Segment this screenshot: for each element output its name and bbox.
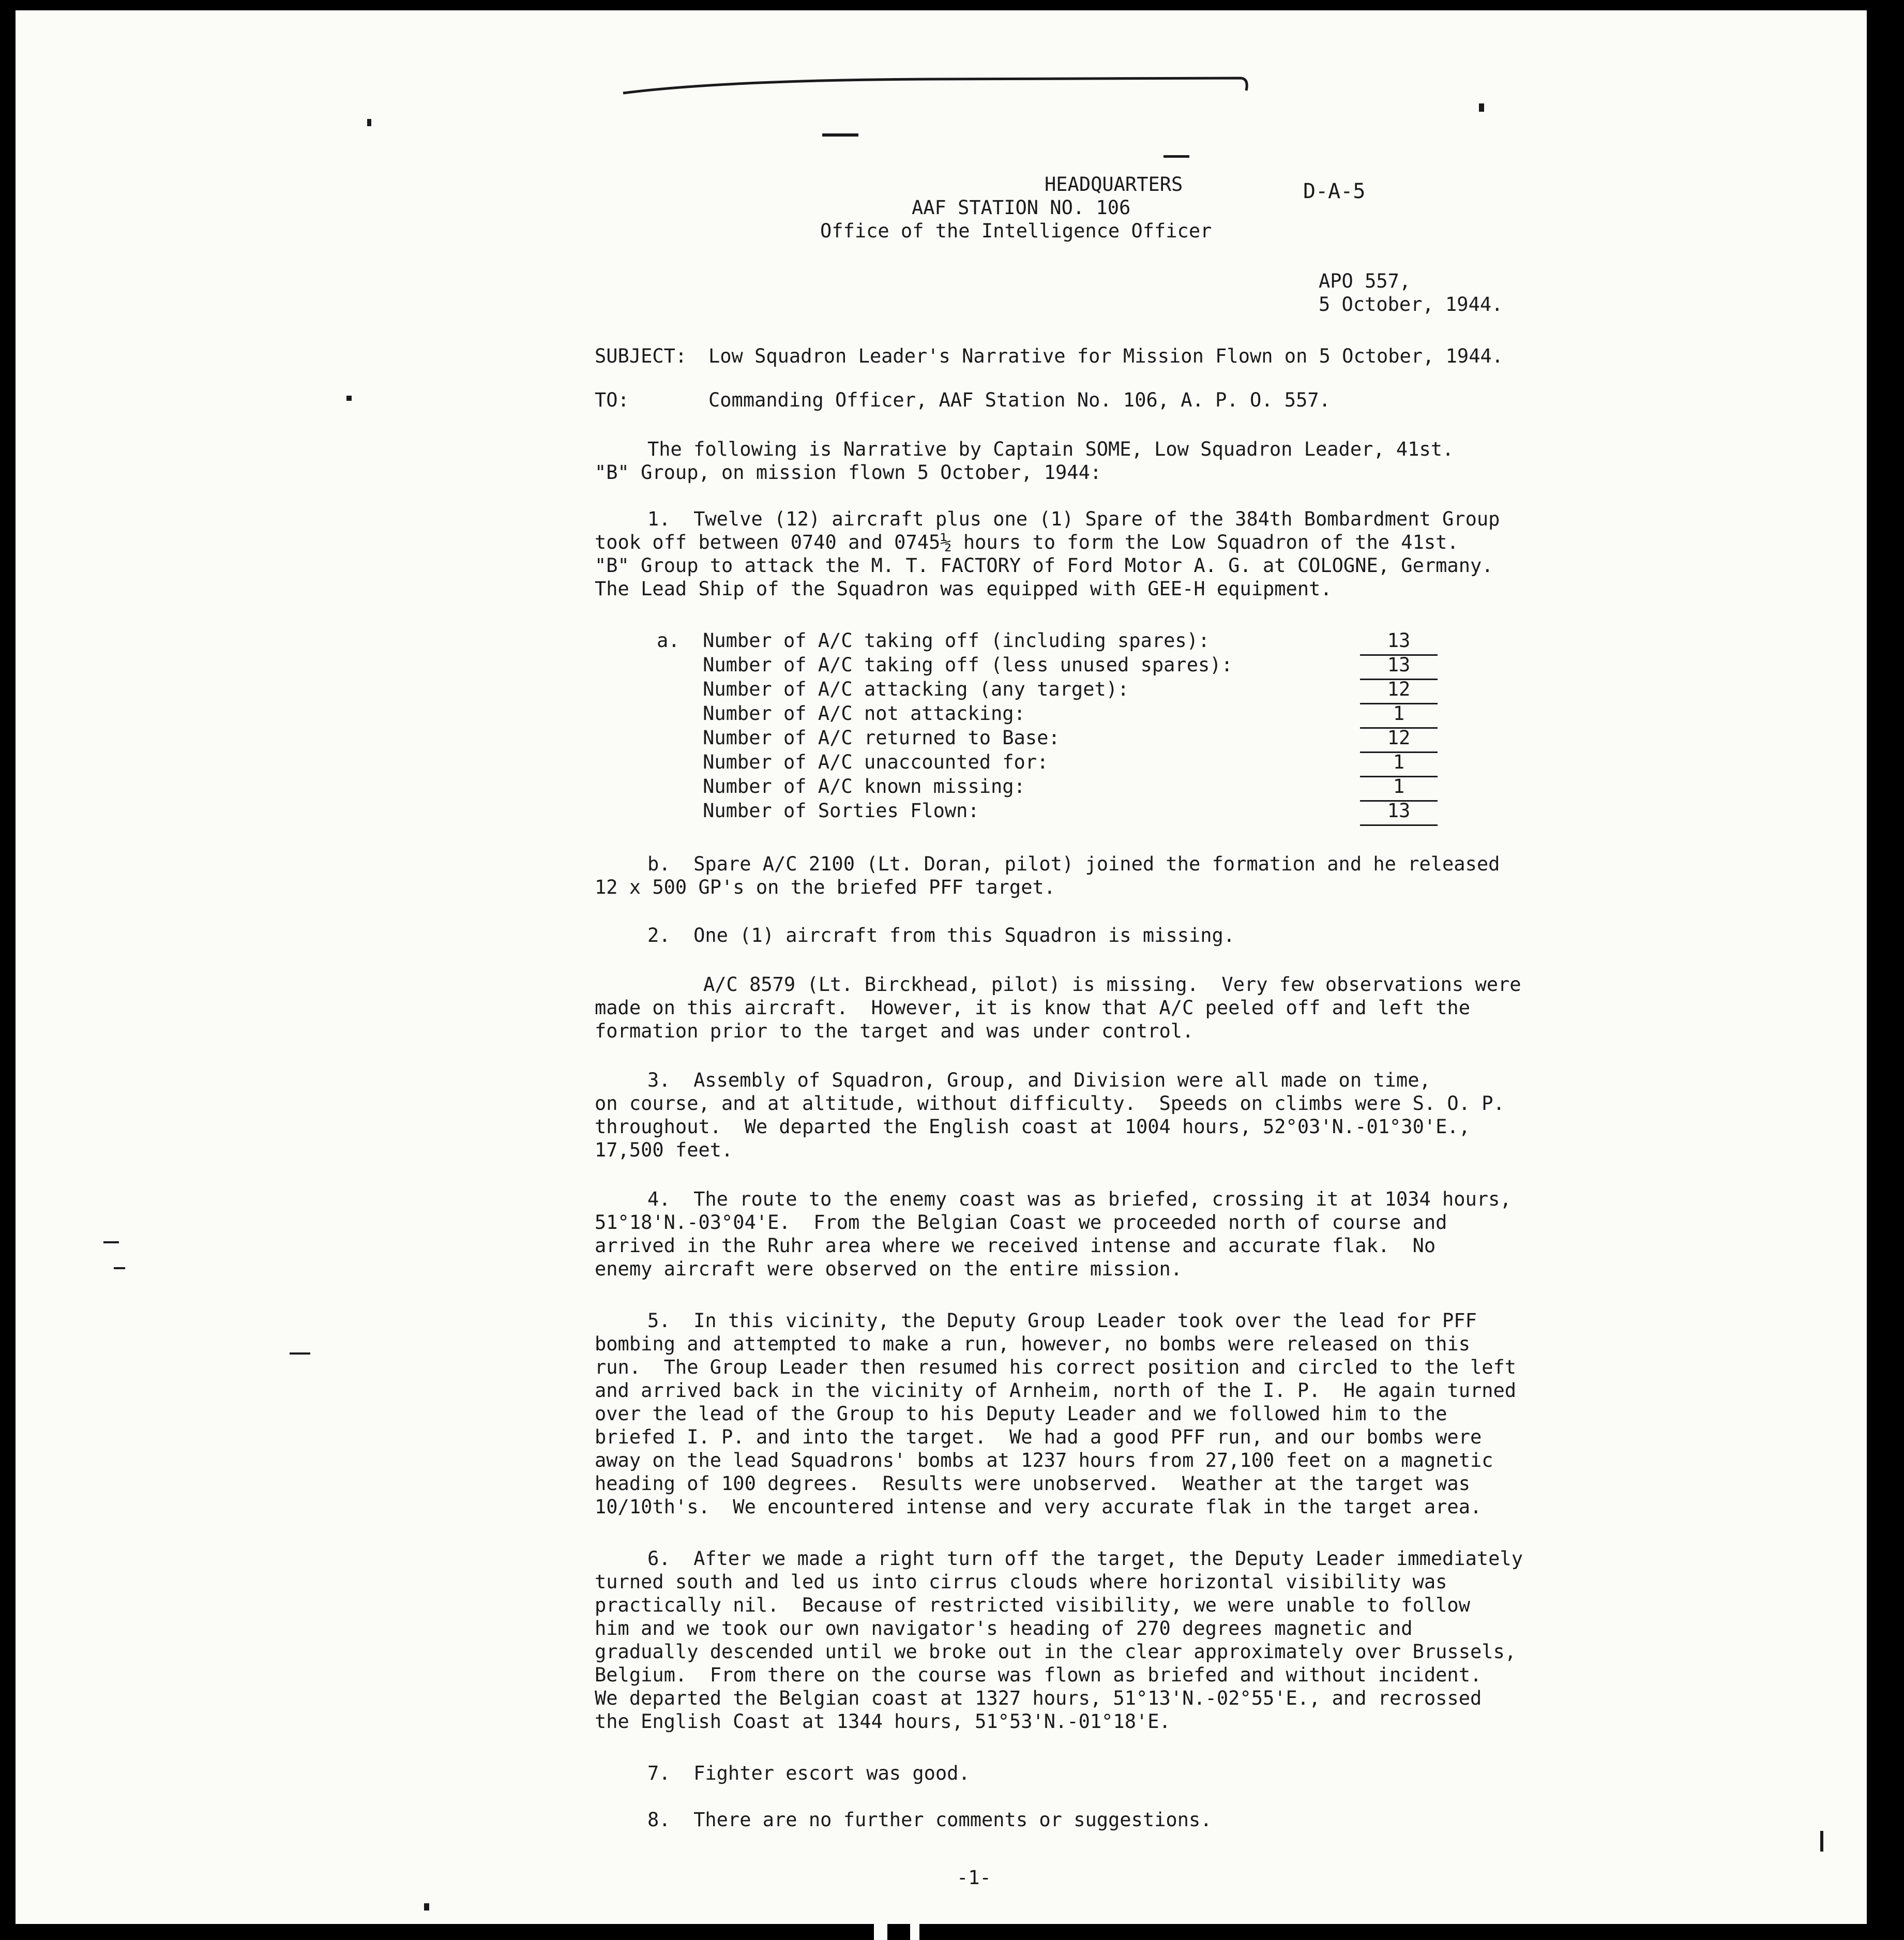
subject-text: Low Squadron Leader's Narrative for Mission Flown on 5 October, 1944. <box>708 345 1504 367</box>
subject-label: SUBJECT: <box>595 345 687 367</box>
para6-line: gradually descended until we broke out in the clear approximately over Brussels, <box>595 1641 1517 1663</box>
para6-line: him and we took our own navigator's heading of 270 degrees magnetic and <box>595 1617 1413 1640</box>
para5-line: briefed I. P. and into the target. We had a good PFF run, and our bombs were <box>595 1426 1482 1448</box>
speck-mark <box>367 119 371 126</box>
para6-line: 6. After we made a right turn off the target, the Deputy Leader immediately <box>647 1547 1523 1570</box>
para5-line: bombing and attempted to make a run, however, no bombs were released on this <box>595 1333 1470 1355</box>
para4-line: 51°18'N.-03°04'E. From the Belgian Coast we proceeded north of course and <box>595 1211 1447 1234</box>
para2b-line: A/C 8579 (Lt. Birckhead, pilot) is missing. Very few observations were <box>703 973 1521 996</box>
file-code: D-A-5 <box>1303 179 1366 203</box>
para1-line: The Lead Ship of the Squadron was equipped with GEE-H equipment. <box>595 578 1332 600</box>
dash-mark <box>1163 155 1189 158</box>
stat-value: 13 <box>1387 629 1411 652</box>
stat-label: a. Number of A/C taking off (including spares): <box>657 629 1210 652</box>
speck-mark <box>1479 103 1484 112</box>
header-line-2: AAF STATION NO. 106 <box>912 197 1131 219</box>
dash-mark <box>114 1267 125 1269</box>
para5-line: run. The Group Leader then resumed his correct position and circled to the left <box>595 1356 1517 1378</box>
para3-line: 17,500 feet. <box>595 1139 733 1161</box>
para6-line: the English Coast at 1344 hours, 51°53'N.-01°18'E. <box>595 1710 1171 1733</box>
para5-line: and arrived back in the vicinity of Arnheim, north of the I. P. He again turned <box>595 1379 1517 1402</box>
para1-line: took off between 0740 and 0745½ hours to form the Low Squadron of the 41st. <box>595 531 1459 553</box>
header-line-3: Office of the Intelligence Officer <box>820 220 1212 242</box>
para4-line: enemy aircraft were observed on the entire mission. <box>595 1258 1183 1280</box>
dash-mark <box>822 133 858 137</box>
stat-value: 13 <box>1387 654 1411 676</box>
para2-line: 2. One (1) aircraft from this Squadron is missing. <box>647 924 1235 946</box>
speck-mark <box>1820 1831 1823 1852</box>
para6-line: turned south and led us into cirrus clouds where horizontal visibility was <box>595 1571 1447 1593</box>
scribble-bracket <box>621 70 1262 101</box>
stat-label: Number of A/C attacking (any target): <box>657 678 1129 700</box>
para6-line: Belgium. From there on the course was flown as briefed and without incident. <box>595 1664 1482 1686</box>
para3-line: 3. Assembly of Squadron, Group, and Division were all made on time, <box>647 1069 1431 1091</box>
page-number: -1- <box>957 1867 991 1889</box>
edge-fragment <box>874 1924 887 1940</box>
stat-value: 12 <box>1387 727 1411 749</box>
para3-line: throughout. We departed the English coast at 1004 hours, 52°03'N.-01°30'E., <box>595 1116 1470 1138</box>
to-label: TO: <box>595 389 629 411</box>
speck-mark <box>346 396 352 401</box>
to-text: Commanding Officer, AAF Station No. 106, A. P. O. 557. <box>708 389 1331 411</box>
para2b-line: formation prior to the target and was under control. <box>595 1020 1194 1042</box>
para2b-line: made on this aircraft. However, it is know that A/C peeled off and left the <box>595 997 1470 1019</box>
date-line: 5 October, 1944. <box>1319 293 1503 315</box>
para5-line: 5. In this vicinity, the Deputy Group Leader took over the lead for PFF <box>647 1310 1477 1332</box>
para8-line: 8. There are no further comments or suggestions. <box>647 1809 1212 1831</box>
para4-line: arrived in the Ruhr area where we received intense and accurate flak. No <box>595 1235 1436 1257</box>
document-page <box>16 10 1867 1924</box>
para1b-line: 12 x 500 GP's on the briefed PFF target. <box>595 876 1056 898</box>
dash-mark <box>290 1352 310 1355</box>
stat-label: Number of A/C unaccounted for: <box>657 751 1049 773</box>
para7-line: 7. Fighter escort was good. <box>647 1762 970 1784</box>
para1b-line: b. Spare A/C 2100 (Lt. Doran, pilot) joined the formation and he released <box>647 853 1500 875</box>
stat-label: Number of A/C not attacking: <box>657 702 1025 725</box>
stat-value: 13 <box>1387 800 1411 822</box>
stat-label: Number of A/C taking off (less unused spares): <box>657 654 1233 676</box>
speck-mark <box>424 1903 429 1911</box>
para4-line: 4. The route to the enemy coast was as briefed, crossing it at 1034 hours, <box>647 1188 1512 1210</box>
stat-underline <box>1360 824 1438 826</box>
header-line-1: HEADQUARTERS <box>1045 173 1183 195</box>
para6-line: practically nil. Because of restricted visibility, we were unable to follow <box>595 1594 1470 1616</box>
para5-line: over the lead of the Group to his Deputy Leader and we followed him to the <box>595 1403 1447 1425</box>
stat-value: 1 <box>1393 775 1405 798</box>
stat-label: Number of Sorties Flown: <box>657 800 979 822</box>
para6-line: We departed the Belgian coast at 1327 hours, 51°13'N.-02°55'E., and recrossed <box>595 1687 1482 1709</box>
stat-value: 1 <box>1393 751 1405 773</box>
para5-line: heading of 100 degrees. Results were unobserved. Weather at the target was <box>595 1472 1470 1495</box>
para5-line: 10/10th's. We encountered intense and very accurate flak in the target area. <box>595 1496 1482 1518</box>
para5-line: away on the lead Squadrons' bombs at 1237 hours from 27,100 feet on a magnetic <box>595 1449 1493 1471</box>
stat-label: Number of A/C returned to Base: <box>657 727 1060 749</box>
stat-label: Number of A/C known missing: <box>657 775 1025 798</box>
dash-mark <box>103 1241 119 1243</box>
para1-line: "B" Group to attack the M. T. FACTORY of Ford Motor A. G. at COLOGNE, Germany. <box>595 554 1493 577</box>
para3-line: on course, and at altitude, without difficulty. Speeds on climbs were S. O. P. <box>595 1092 1505 1115</box>
stat-value: 1 <box>1393 702 1405 725</box>
intro-line: "B" Group, on mission flown 5 October, 1944: <box>595 461 1102 484</box>
intro-line: The following is Narrative by Captain SOME, Low Squadron Leader, 41st. <box>647 438 1454 460</box>
para1-line: 1. Twelve (12) aircraft plus one (1) Spare of the 384th Bombardment Group <box>647 508 1500 530</box>
stat-value: 12 <box>1387 678 1411 700</box>
apo-line: APO 557, <box>1319 270 1411 292</box>
edge-fragment <box>910 1924 919 1940</box>
